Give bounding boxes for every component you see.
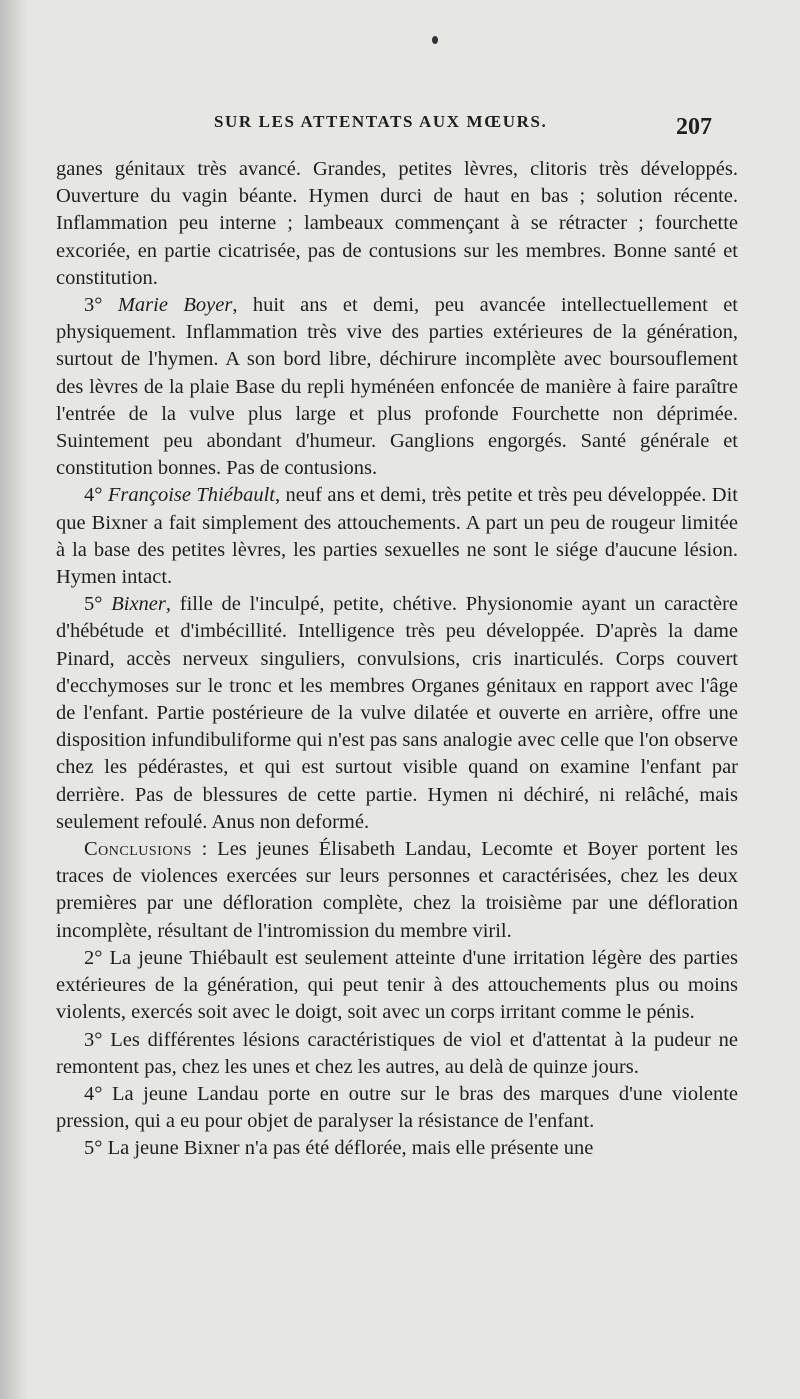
- paragraph-conclusion-4: 4° La jeune Landau porte en outre sur le bras des marques d'une violente pression, qui a eu pour objet de paralyser la résistance de l'enfant.: [56, 1082, 738, 1133]
- case-number: 5°: [84, 593, 103, 616]
- paragraph-continuation: ganes génitaux très avancé. Grandes, petites lèvres, clitoris très développés. Ouverture du vagin béante. Hymen durci de haut en bas ; solution récente. Inflammation peu interne ; lambeaux commençant à se rétracter ; fourchette excoriée, en partie cicatrisée, pas de contusions sur les membres. Bonne santé et constitution.: [56, 158, 738, 289]
- running-header: SUR LES ATTENTATS AUX MŒURS.: [214, 112, 548, 131]
- case-text: , fille de l'inculpé, petite, chétive. Physionomie ayant un caractère d'hébétude et d'imbécillité. Intelligence très peu développée. D'après la dame Pinard, accès nerveux singuliers, convulsions, cris inarticulés. Corps couvert d'ecchymoses sur le tronc et les membres Organes génitaux en rapport avec l'âge de l'enfant. Partie postérieure de la vulve dilatée et ouverte en arrière, offre une disposition infundibuliforme qui n'est pas sans analogie avec celle que l'on observe chez les pédérastes, et qui est surtout visible quand on examine l'enfant par derrière. Pas de blessures de cette partie. Hymen ni déchiré, ni relâché, mais seulement refoulé. Anus non deformé.: [56, 593, 739, 833]
- paragraph-case-thiebault: [56, 482, 738, 591]
- case-name: Bixner: [111, 593, 166, 616]
- conclusions-label: Conclusions: [84, 838, 192, 861]
- paragraph-conclusion-3: 3° Les différentes lésions caractéristiques de viol et d'attentat à la pudeur ne remontent pas, chez les unes et chez les autres, au delà de quinze jours.: [56, 1028, 738, 1078]
- case-name: Françoise Thiébault: [107, 484, 275, 507]
- case-text: , huit ans et demi, peu avancée intellectuellement et physiquement. Inflammation très vive des parties extérieures de la génération, surtout de l'hymen. A son bord libre, déchirure incomplète avec boursouflement des lèvres de la plaie Base du repli hyménéen enfoncée de manière à faire paraître l'entrée de la vulve plus large et plus profonde Fourchette non déprimée. Suintement peu abondant d'humeur. Ganglions engorgés. Santé générale et constitution bonnes. Pas de contusions.: [56, 294, 739, 480]
- ink-speck: [432, 36, 438, 44]
- paragraph-case-boyer: [56, 292, 738, 482]
- paragraph-conclusions: [56, 836, 738, 945]
- case-name: Marie Boyer: [117, 294, 233, 317]
- page-body: [56, 156, 738, 1163]
- case-number: 4°: [84, 484, 103, 507]
- paragraph-case-bixner: [56, 591, 738, 836]
- case-text: , neuf ans et demi, très petite et très peu développée. Dit que Bixner a fait simplement des attouchements. A part un peu de rougeur limitée à la base des petites lèvres, les parties sexuelles ne sont le siége d'aucune lésion. Hymen intact.: [56, 484, 739, 589]
- case-number: 3°: [84, 294, 103, 317]
- page-number: 207: [676, 114, 712, 140]
- page-gutter-shadow: [0, 0, 28, 1399]
- paragraph-conclusion-5: 5° La jeune Bixner n'a pas été déflorée, mais elle présente une: [84, 1137, 594, 1160]
- paragraph-conclusion-2: 2° La jeune Thiébault est seulement atteinte d'une irritation légère des parties extérieures de la génération, qui peut tenir à des attouchements plus ou moins violents, exercés soit avec le doigt, soit avec un corps irritant comme le pénis.: [56, 946, 738, 1024]
- conclusions-text: : Les jeunes Élisabeth Landau, Lecomte et Boyer portent les traces de violences exercées sur leurs personnes et caractérisées, chez les deux premières par une défloration complète, chez la troisième par une défloration incomplète, résultant de l'intromission du membre viril.: [56, 838, 738, 942]
